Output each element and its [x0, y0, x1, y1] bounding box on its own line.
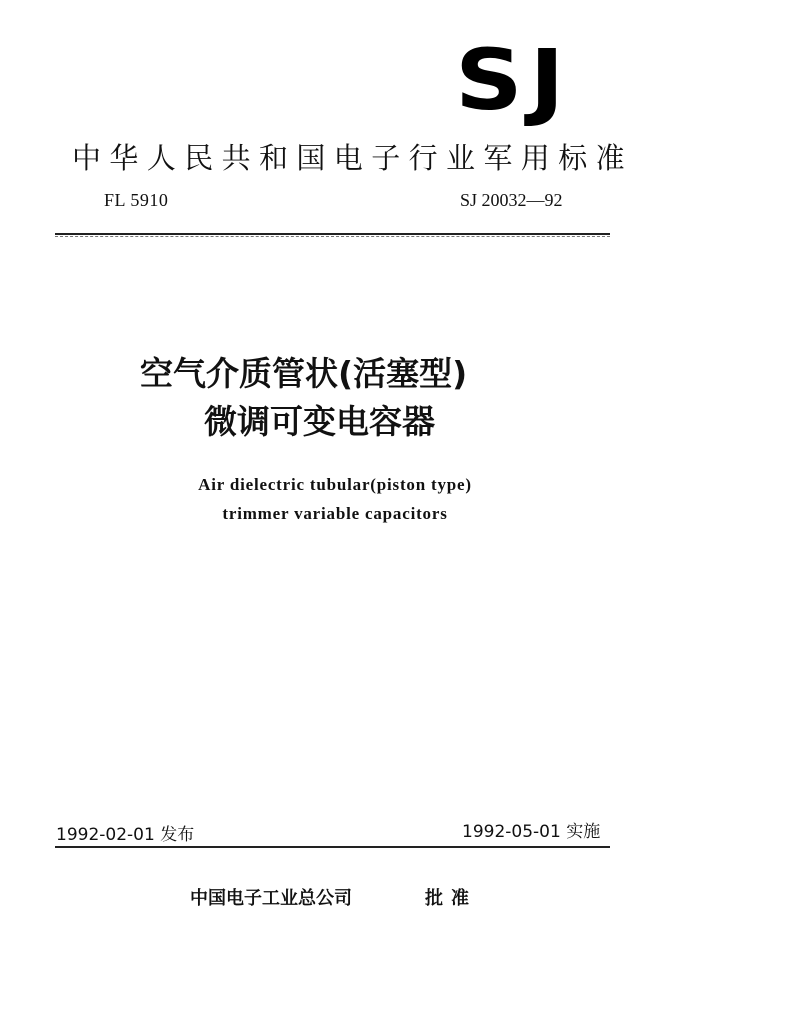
chinese-title-line2: 微调可变电容器	[204, 402, 435, 441]
english-title	[150, 470, 520, 528]
footer-divider	[55, 846, 610, 848]
standard-number: SJ 20032—92	[460, 190, 563, 210]
standard-category: 中华人民共和国电子行业军用标准	[72, 141, 634, 175]
chinese-title	[140, 350, 540, 446]
english-title-line2: trimmer variable capacitors	[222, 504, 448, 523]
english-title-line1: Air dielectric tubular(piston type)	[198, 475, 472, 494]
classification-code: FL 5910	[104, 190, 169, 210]
approval-label: 批准	[425, 888, 477, 909]
sj-logo: SJ	[455, 31, 572, 129]
issue-date: 1992-02-01 发布	[56, 825, 195, 845]
implementation-date: 1992-05-01 实施	[462, 822, 601, 842]
chinese-title-line1: 空气介质管状(活塞型)	[140, 354, 468, 393]
header-divider	[55, 233, 610, 235]
publisher: 中国电子工业总公司	[190, 888, 352, 909]
